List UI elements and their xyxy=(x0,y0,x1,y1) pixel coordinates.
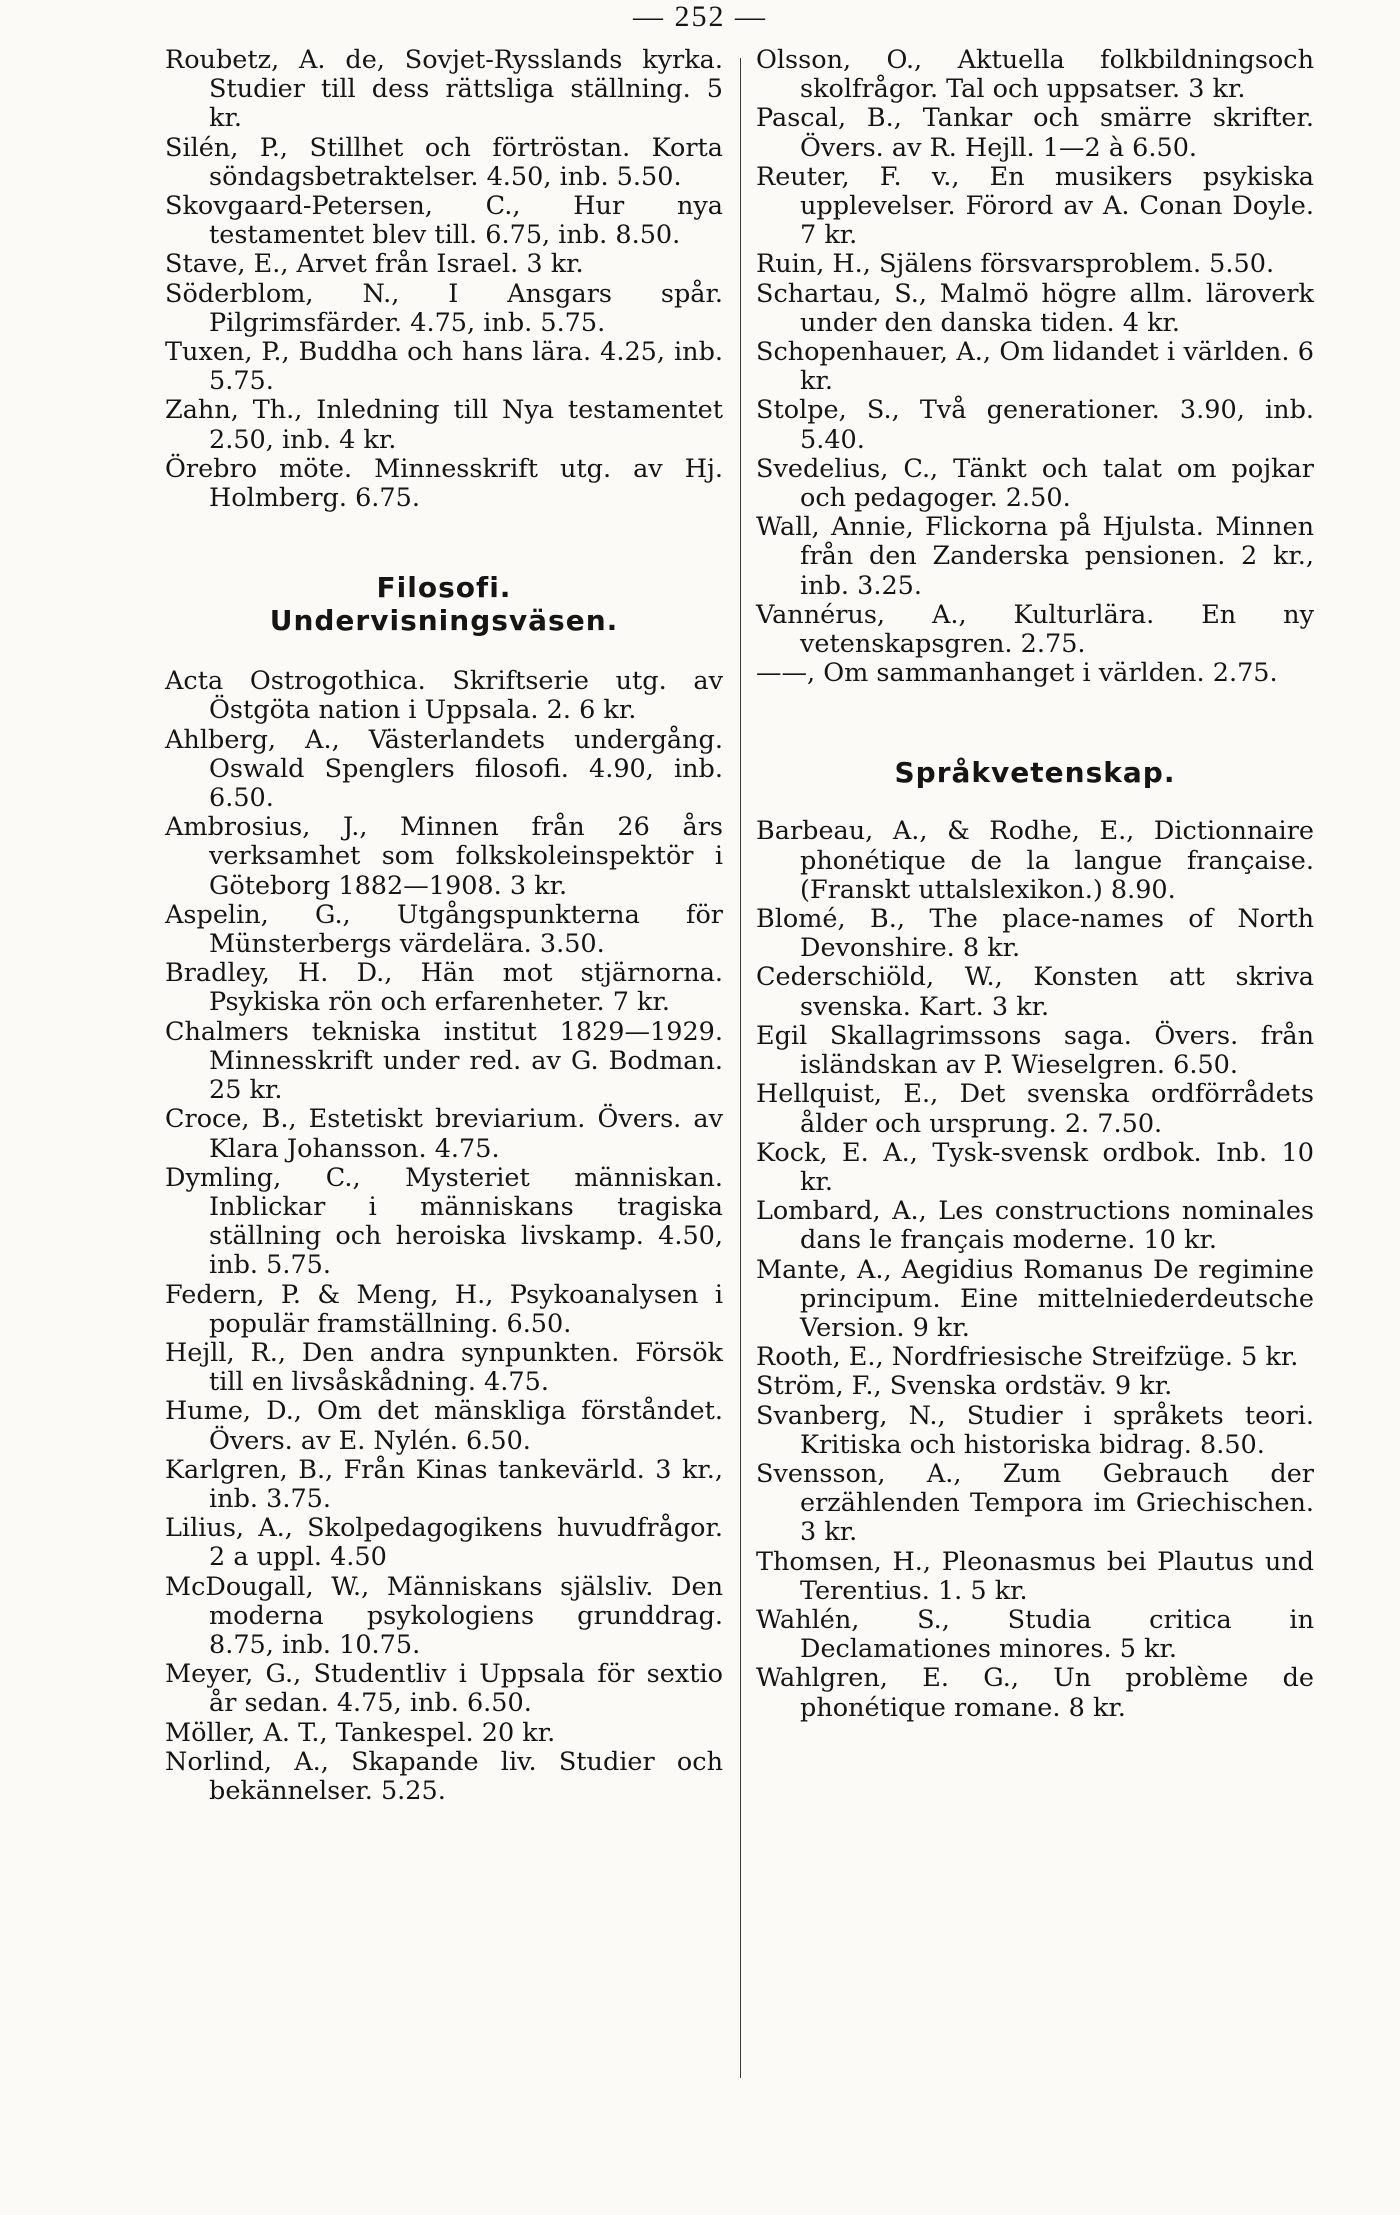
catalog-entry: Bradley, H. D., Hän mot stjärnorna. Psykiska rön och erfarenheter. 7 kr. xyxy=(165,958,723,1018)
catalog-entry: Chalmers tekniska institut 1829—1929. Minnesskrift under red. av G. Bodman. 25 kr. xyxy=(165,1016,723,1106)
catalog-entry: Karlgren, B., Från Kinas tankevärld. 3 kr., inb. 3.75. xyxy=(165,1454,723,1514)
catalog-entry: Hejll, R., Den andra synpunkten. Försök till en livsåskådning. 4.75. xyxy=(165,1337,723,1398)
catalog-entry: McDougall, W., Människans själsliv. Den moderna psykologiens grunddrag. 8.75, inb. 10.75. xyxy=(165,1571,723,1660)
catalog-entry: Svensson, A., Zum Gebrauch der erzählenden Tempora im Griechischen. 3 kr. xyxy=(756,1458,1314,1548)
catalog-entry: Svanberg, N., Studier i språkets teori. Kritiska och historiska bidrag. 8.50. xyxy=(756,1400,1314,1460)
left-entries-bottom xyxy=(165,667,723,1806)
left-column xyxy=(165,46,723,1806)
catalog-entry: Skovgaard-Petersen, C., Hur nya testamentet blev till. 6.75, inb. 8.50. xyxy=(165,191,723,251)
catalog-entry: Ahlberg, A., Västerlandets undergång. Oswald Spenglers filosofi. 4.90, inb. 6.50. xyxy=(165,724,723,814)
catalog-entry: ——, Om sammanhanget i världen. 2.75. xyxy=(756,658,1278,689)
section-heading-filosofi: Filosofi. Undervisningsväsen. xyxy=(269,571,619,638)
catalog-entry: Lilius, A., Skolpedagogikens huvudfrågor. 2 a uppl. 4.50 xyxy=(165,1513,723,1573)
catalog-entry: Acta Ostrogothica. Skriftserie utg. av Östgöta nation i Uppsala. 2. 6 kr. xyxy=(165,666,723,726)
catalog-entry: Olsson, O., Aktuella folkbildningsoch skolfrågor. Tal och uppsatser. 3 kr. xyxy=(756,45,1314,105)
catalog-entry: Dymling, C., Mysteriet människan. Inblickar i människans tragiska ställning och heroiska livskamp. 4.50, inb. 5.75. xyxy=(165,1162,723,1281)
catalog-entry: Thomsen, H., Pleonasmus bei Plautus und Terentius. 1. 5 kr. xyxy=(756,1546,1314,1606)
catalog-entry: Wahlén, S., Studia critica in Declamationes minores. 5 kr. xyxy=(756,1604,1314,1665)
right-entries-top xyxy=(756,46,1314,688)
catalog-entry: Croce, B., Estetiskt breviarium. Övers. av Klara Johansson. 4.75. xyxy=(165,1104,723,1164)
catalog-entry: Meyer, G., Studentliv i Uppsala för sextio år sedan. 4.75, inb. 6.50. xyxy=(165,1659,723,1719)
catalog-entry: Pascal, B., Tankar och smärre skrifter. Övers. av R. Hejll. 1—2 à 6.50. xyxy=(756,103,1314,163)
catalog-entry: Hume, D., Om det mänskliga förståndet. Övers. av E. Nylén. 6.50. xyxy=(165,1396,723,1456)
catalog-entry: Möller, A. T., Tankespel. 20 kr. xyxy=(165,1717,556,1748)
catalog-entry: Wahlgren, E. G., Un problème de phonétique romane. 8 kr. xyxy=(756,1663,1314,1723)
column-divider xyxy=(740,58,741,2078)
catalog-entry: Kock, E. A., Tysk-svensk ordbok. Inb. 10 kr. xyxy=(756,1137,1314,1197)
catalog-entry: Schartau, S., Malmö högre allm. läroverk under den danska tiden. 4 kr. xyxy=(756,278,1314,338)
catalog-entry: Egil Skallagrimssons saga. Övers. från isländskan av P. Wieselgren. 6.50. xyxy=(756,1020,1314,1081)
catalog-entry: Norlind, A., Skapande liv. Studier och bekännelser. 5.25. xyxy=(165,1746,723,1806)
catalog-entry: Ström, F., Svenska ordstäv. 9 kr. xyxy=(756,1371,1173,1402)
catalog-entry: Cederschiöld, W., Konsten att skriva svenska. Kart. 3 kr. xyxy=(756,962,1314,1022)
catalog-entry: Schopenhauer, A., Om lidandet i världen. 6 kr. xyxy=(756,337,1314,397)
catalog-entry: Svedelius, C., Tänkt och talat om pojkar och pedagoger. 2.50. xyxy=(756,453,1314,514)
catalog-entry: Stave, E., Arvet från Israel. 3 kr. xyxy=(165,249,584,280)
catalog-entry: Ruin, H., Själens försvarsproblem. 5.50. xyxy=(756,249,1275,280)
catalog-entry: Örebro möte. Minnesskrift utg. av Hj. Holmberg. 6.75. xyxy=(165,453,723,514)
catalog-entry: Hellquist, E., Det svenska ordförrådets ålder och ursprung. 2. 7.50. xyxy=(756,1079,1314,1139)
catalog-entry: Mante, A., Aegidius Romanus De regimine principum. Eine mittelniederdeutsche Version. 9 kr. xyxy=(756,1254,1314,1343)
catalog-entry: Aspelin, G., Utgångspunkterna för Münsterbergs värdelära. 3.50. xyxy=(165,899,723,960)
catalog-entry: Reuter, F. v., En musikers psykiska upplevelser. Förord av A. Conan Doyle. 7 kr. xyxy=(756,161,1314,251)
catalog-entry: Lombard, A., Les constructions nominales dans le français moderne. 10 kr. xyxy=(756,1196,1314,1256)
catalog-entry: Söderblom, N., I Ansgars spår. Pilgrimsfärder. 4.75, inb. 5.75. xyxy=(165,278,723,338)
left-entries-top xyxy=(165,46,723,513)
catalog-entry: Silén, P., Stillhet och förtröstan. Korta söndagsbetraktelser. 4.50, inb. 5.50. xyxy=(165,132,723,192)
catalog-entry: Stolpe, S., Två generationer. 3.90, inb. 5.40. xyxy=(756,395,1314,455)
catalog-entry: Wall, Annie, Flickorna på Hjulsta. Minnen från den Zanderska pensionen. 2 kr., inb. 3.25. xyxy=(756,512,1314,601)
catalog-entry: Roubetz, A. de, Sovjet-Rysslands kyrka. Studier till dess rättsliga ställning. 5 kr. xyxy=(165,45,723,134)
catalog-entry: Barbeau, A., & Rodhe, E., Dictionnaire phonétique de la langue française. (Franskt uttalslexikon.) 8.90. xyxy=(756,816,1314,905)
catalog-entry: Zahn, Th., Inledning till Nya testamentet 2.50, inb. 4 kr. xyxy=(165,395,723,455)
section-heading-sprakvetenskap: Språkvetenskap. xyxy=(894,756,1176,790)
catalog-entry: Blomé, B., The place-names of North Devonshire. 8 kr. xyxy=(756,904,1314,964)
catalog-entry: Tuxen, P., Buddha och hans lära. 4.25, inb. 5.75. xyxy=(165,337,723,397)
catalog-entry: Vannérus, A., Kulturlära. En ny vetenskapsgren. 2.75. xyxy=(756,599,1314,660)
catalog-entry: Rooth, E., Nordfriesische Streifzüge. 5 kr. xyxy=(756,1342,1299,1373)
catalog-entry: Federn, P. & Meng, H., Psykoanalysen i populär framställning. 6.50. xyxy=(165,1279,723,1339)
right-entries-bottom xyxy=(756,817,1314,1722)
catalog-entry: Ambrosius, J., Minnen från 26 års verksamhet som folkskoleinspektör i Göteborg 1882—1908. 3 kr. xyxy=(165,812,723,901)
right-column xyxy=(756,46,1314,1723)
page-number: — 252 — xyxy=(633,0,767,33)
